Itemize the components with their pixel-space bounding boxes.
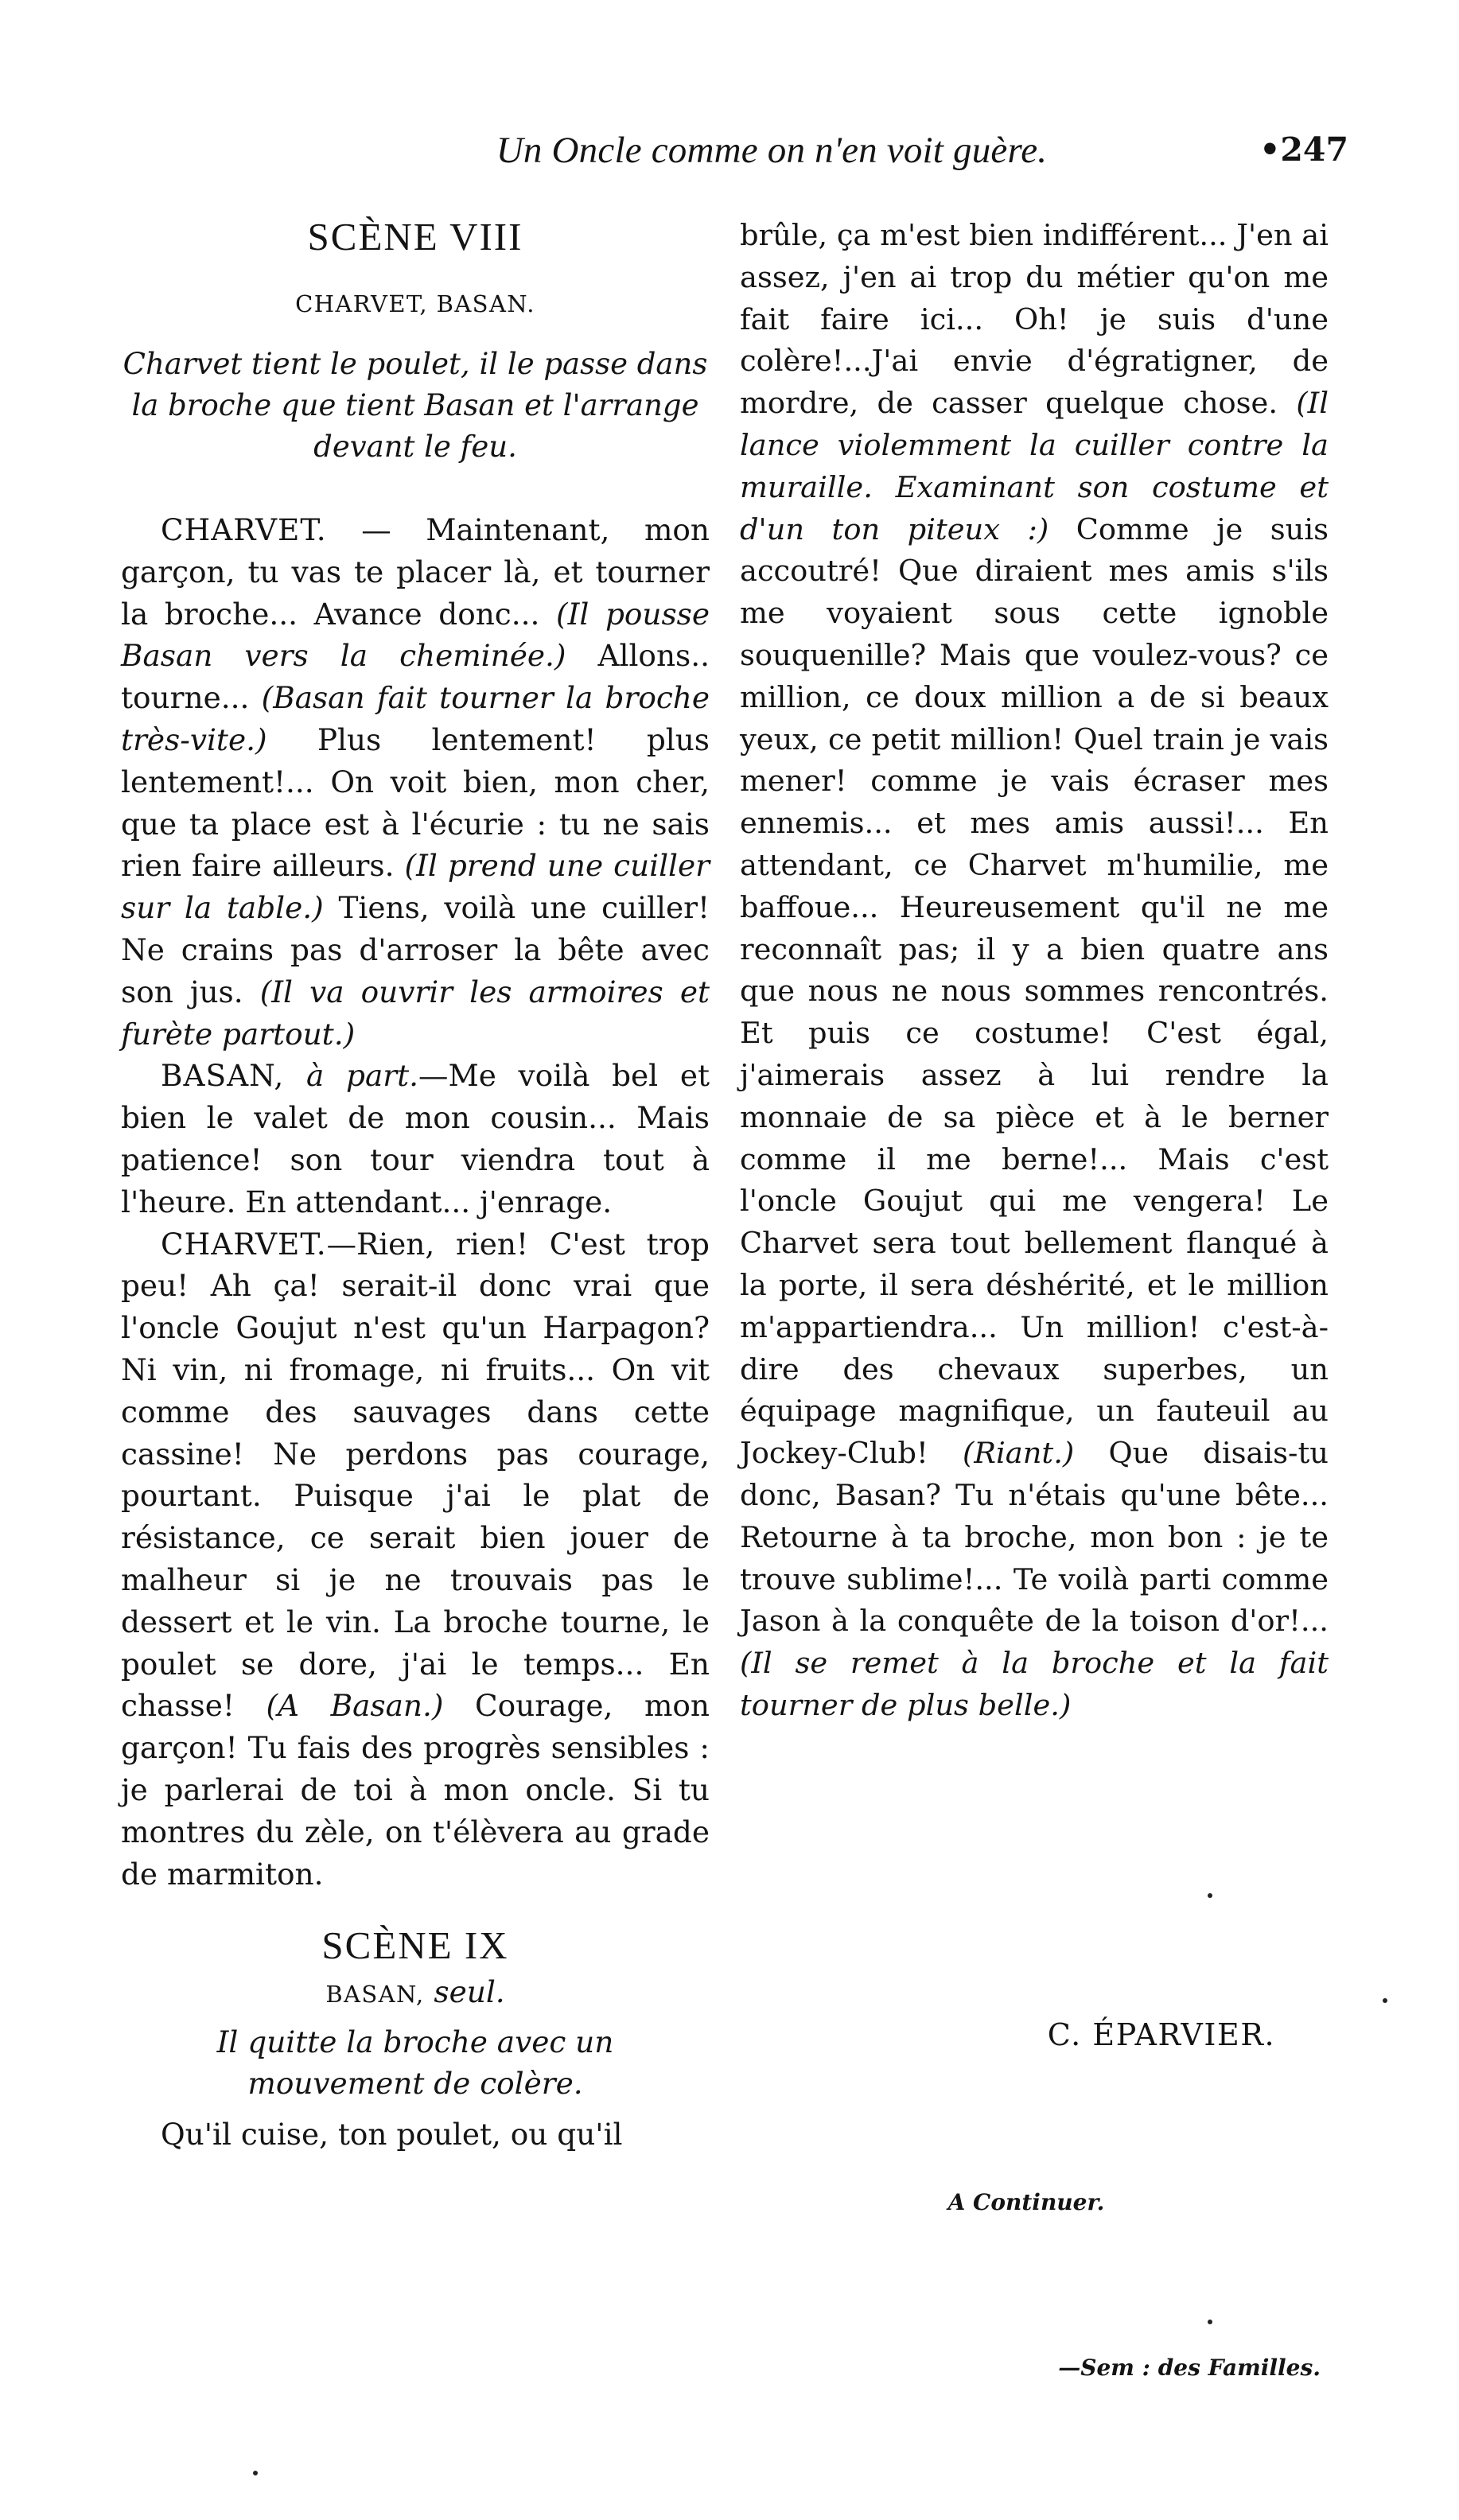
basan-speech-1 — [121, 1055, 710, 1223]
basan-speech-2-start: Qu'il cuise, ton poulet, ou qu'il — [161, 2117, 623, 2152]
stage-direction: (Basan fait tourner la broche très-vite.) — [121, 680, 710, 757]
speech-text: Comme je suis accoutré! Que diraient mes amis s'ils me voyaient sous cette ignoble souquenille? Mais que voulez-vous? ce million, ce doux million a de si beaux yeux, ce petit million! Quel train je vais mener! comme je vais écraser mes ennemis... et mes amis aussi!... En attendant, ce Charvet m'humilie, me baffoue... Heureusement qu'il ne me reconnaît pas; il y a bien quatre ans que nous ne nous sommes rencontrés. Et puis ce costume! C'est égal, j'aimerais assez à lui rendre la monnaie de sa pièce et à le berner comme il me berne!... Mais c'est l'oncle Goujut qui me vengera! Le Charvet sera tout bellement flanqué à la porte, il sera déshérité, et le million m'appartiendra... Un million! c'est-à-dire des chevaux superbes, un équipage magnifique, un fauteuil au Jockey-Club! — [740, 511, 1329, 1471]
speaker-label: CHARVET. — [161, 512, 327, 547]
scene-9 — [121, 1923, 710, 2156]
stage-direction: à part. — [284, 1058, 419, 1094]
speech-text: Plus lentement! plus lentement!... On voit bien, mon cher, que ta place est à l'écurie : tu ne sais rien faire ailleurs. — [121, 721, 710, 884]
speech-text: —Me voilà bel et bien le valet de mon cousin... Mais patience! son tour viendra tout à l'heure. En attendant... j'enrage. — [121, 1058, 710, 1219]
speech-text: —Rien, rien! C'est trop peu! Ah ça! serait-il donc vrai que l'oncle Goujut n'est qu'un Harpagon? Ni vin, ni fromage, ni fruits... On vit comme des sauvages dans cette cassine! Ne perdons pas courage, pourtant. Puisque j'ai le plat de résistance, ce serait bien jouer de malheur si je ne trouvais pas le dessert et le vin. La broche tourne, le poulet se dore, j'ai le temps... En chasse! — [121, 1226, 710, 1724]
stage-direction: (Il se remet à la broche et la fait tourner de plus belle.) — [740, 1646, 1329, 1722]
stage-direction: (Il pousse Basan vers la cheminée.) — [121, 596, 710, 674]
scene-9-stage-direction: Il quitte la broche avec un mouvement de colère. — [216, 2024, 614, 2102]
stage-direction: (Riant.) — [962, 1436, 1075, 1471]
speaker-label: BASAN, — [161, 1058, 285, 1094]
stage-direction: (Il lance violemment la cuiller contre la muraille. Examinant son costume et d'un ton piteux :) — [740, 386, 1329, 546]
basan-speech-2-continued — [740, 215, 1329, 1727]
source-note: —Sem : des Familles. — [1058, 2355, 1321, 2381]
cast-name: BASAN, — [325, 1981, 425, 2009]
speaker-label: CHARVET. — [161, 1226, 327, 1262]
scene-8-cast: CHARVET, BASAN. — [295, 290, 535, 317]
scene-9-cast — [121, 1971, 710, 2015]
scene-8-heading: SCÈNE VIII — [307, 215, 523, 259]
to-be-continued-note: A Continuer. — [947, 2189, 1105, 2215]
speech-text: Que disais-tu donc, Basan? Tu n'étais qu'une bête... Retourne à ta broche, mon bon : je te trouve sublime!... Te voilà parti comme Jason à la conquête de la toison d'or!... — [740, 1436, 1329, 1639]
speech-text: Tiens, voilà une cuiller! Ne crains pas d'arroser la bête avec son jus. — [121, 890, 710, 1009]
left-column — [121, 215, 710, 2156]
print-speck — [1208, 1893, 1212, 1898]
speech-text: — Maintenant, mon garçon, tu vas te placer là, et tourner la broche... Avance donc... — [121, 512, 710, 632]
author-signature: C. ÉPARVIER. — [1047, 2017, 1276, 2052]
charvet-speech-1 — [121, 509, 710, 1055]
print-speck — [1383, 1998, 1387, 2003]
cast-note: seul. — [424, 1974, 505, 2010]
print-speck — [1208, 2320, 1212, 2324]
right-column — [740, 215, 1329, 1727]
stage-direction: (Il va ouvrir les armoires et furète partout.) — [121, 974, 710, 1052]
speech-text: Courage, mon garçon! Tu fais des progrès sensibles : je parlerai de toi à mon oncle. Si tu montres du zèle, on t'élèvera au grade de marmiton. — [121, 1688, 710, 1892]
print-speck — [253, 2471, 258, 2475]
speech-text: Allons.. tourne... — [121, 638, 710, 716]
stage-direction: (A Basan.) — [266, 1688, 444, 1724]
scene-8-stage-direction: Charvet tient le poulet, il le passe dans la broche que tient Basan et l'arrange devant le feu. — [123, 347, 708, 464]
charvet-speech-2 — [121, 1223, 710, 1896]
scene-9-heading: SCÈNE IX — [321, 1923, 509, 1968]
page-number: •247 — [1259, 130, 1348, 169]
stage-direction: (Il prend une cuiller sur la table.) — [121, 848, 710, 926]
running-header-title: Un Oncle comme on n'en voit guère. — [496, 130, 1048, 171]
speech-text: brûle, ça m'est bien indifférent... J'en ai assez, j'en ai trop du métier qu'on me fait faire ici... Oh! je suis d'une colère!...J'ai envie d'égratigner, de mordre, de casser quelque chose. — [740, 218, 1329, 421]
